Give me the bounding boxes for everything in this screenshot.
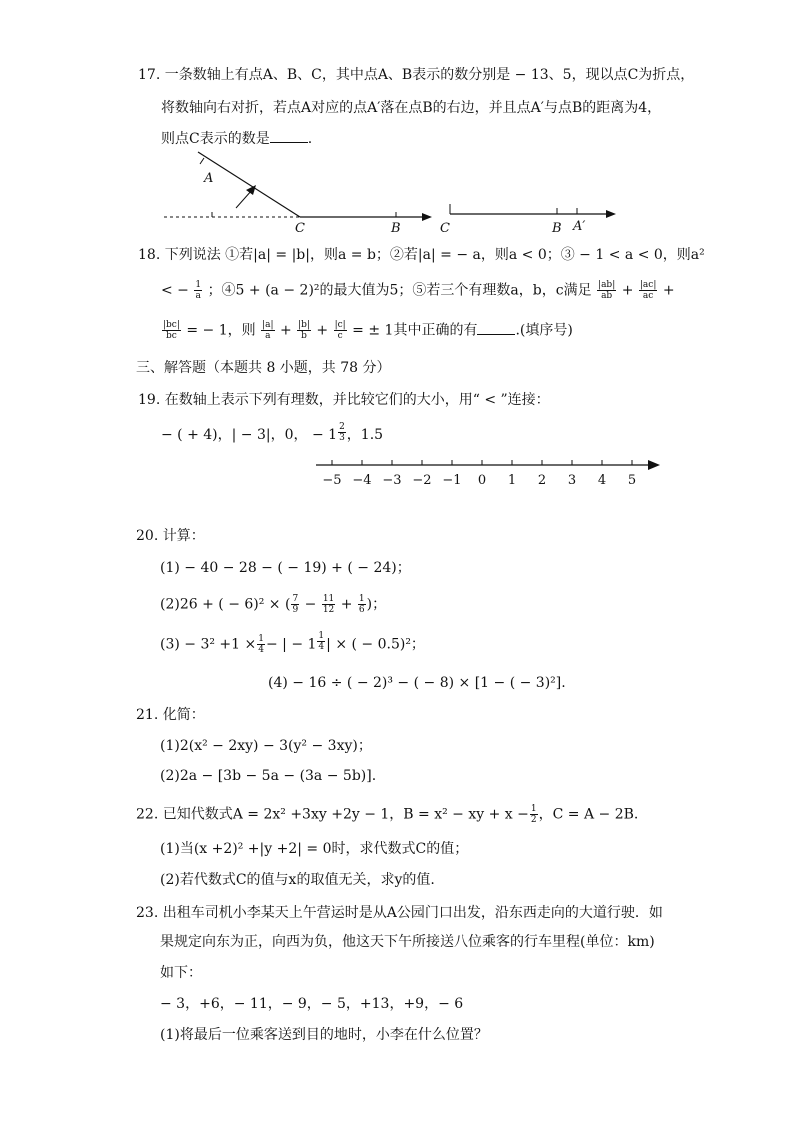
tick-label: −5 (322, 473, 342, 488)
answer-blank (477, 322, 515, 335)
q19-line2 (161, 421, 384, 444)
q19-line1: 19. 在数轴上表示下列有理数，并比较它们的大小，用“ < ”连接： (138, 392, 550, 408)
q19-numbers: − ( + 4)，| − 3|，0， − 1 (161, 427, 338, 443)
q22-part1: (1)当(x +2)² +|y +2| = 0时，求代数式C的值； (160, 841, 469, 857)
q20-part2-start: (2)26 + ( − 6)² × ( (160, 596, 291, 613)
q21-part2: (2)2a − [3b − 5a − (3a − 5b)]. (160, 768, 377, 784)
q20-title: 20. 计算： (136, 528, 205, 544)
q17-line3 (161, 130, 312, 148)
q18-line2-start: < − (161, 282, 189, 299)
tick-label: −3 (382, 473, 402, 488)
result-label-b: B (552, 221, 562, 236)
fraction-7-9: $\frac{7}{9}$ (292, 594, 299, 615)
tick-label: 0 (477, 473, 487, 488)
label-a: A (204, 171, 214, 186)
axis-arrowhead (648, 460, 660, 470)
tick-label: −2 (412, 473, 432, 488)
tick-label: 4 (597, 473, 607, 488)
tick-label: 2 (537, 473, 547, 488)
result-label-c: C (440, 221, 450, 236)
q20-part3-mid: − | − 1 (265, 636, 317, 653)
tick-label: 1 (507, 473, 517, 488)
section-heading: 三、解答题（本题共 8 小题，共 78 分） (136, 360, 391, 376)
q18-line1: 18. 下列说法 ①若|a| = |b|，则a = b；②若|a| = − a，则a < 0；③ − 1 < a < 0，则a² (138, 247, 705, 263)
fraction-c: $\frac{|c|}{c}$ (334, 320, 346, 341)
fraction-bc: $\frac{|bc|}{bc}$ (163, 320, 180, 341)
fraction-ac: $\frac{|ac|}{ac}$ (639, 280, 657, 301)
fraction-1-4: $\frac{1}{4}$ (258, 634, 264, 655)
fraction-a: $\frac{|a|}{a}$ (262, 320, 274, 341)
q23-line4: − 3，+6，− 11，− 9，− 5，+13，+9，− 6 (160, 996, 464, 1012)
fraction-1-6: $\frac{1}{6}$ (358, 594, 365, 615)
tick-label: 5 (627, 473, 637, 488)
fraction-2-3: $\frac{2}{3}$ (339, 421, 345, 443)
q20-part2-end: )； (366, 596, 387, 613)
q17-line3-text: 则点C表示的数是 (161, 131, 270, 147)
q18-line2-text: ；④5 + (a − 2)²的最大值为5；⑤若三个有理数a，b，c满足 (207, 282, 592, 299)
answer-blank (270, 130, 308, 143)
q23-line3: 如下： (160, 965, 202, 981)
q20-part3 (160, 631, 425, 655)
plus-sign: + (279, 322, 292, 339)
fold-arrow (236, 190, 252, 208)
arrowhead-right (422, 213, 432, 221)
q21-part1: (1)2(x² − 2xy) − 3(y² − 3xy)； (160, 738, 372, 754)
q22-line1-end: ，C = A − 2B. (538, 806, 639, 823)
tick-label: −4 (352, 473, 372, 488)
q22-line1-start: 22. 已知代数式A = 2x² +3xy +2y − 1，B = x² − xy + x − (136, 806, 529, 823)
q18-line3-text: = − 1，则 (186, 322, 256, 339)
fraction-11-12: $\frac{11}{12}$ (322, 594, 335, 615)
q21-title: 21. 化简： (136, 707, 205, 723)
q17-result-figure (440, 200, 630, 240)
q17-line2: 将数轴向右对折，若点A对应的点A′落在点B的右边，并且点A′与点B的距离为4， (161, 100, 662, 116)
fraction-ab: $\frac{|ab|}{ab}$ (598, 280, 616, 301)
fold-arrow-head (246, 185, 256, 195)
plus-sign: + (621, 282, 634, 299)
plus-sign: + (336, 596, 357, 613)
q23-line2: 果规定向东为正，向西为负，他这天下午所接送八位乘客的行车里程(单位：km) (160, 934, 655, 950)
q22-part2: (2)若代数式C的值与x的取值无关，求y的值. (160, 872, 435, 888)
point-a-tick (200, 158, 204, 164)
q18-line3-end: .(填序号) (515, 322, 573, 339)
minus-sign: − (300, 596, 321, 613)
q19-number-line (310, 455, 670, 490)
q19-numbers-end: ，1.5 (346, 427, 384, 443)
q18-line3 (161, 320, 573, 341)
q20-part4: (4) − 16 ÷ ( − 2)³ − ( − 8) × [1 − ( − 3)²]. (268, 675, 566, 691)
q23-part1: (1)将最后一位乘客送到目的地时，小李在什么位置？ (160, 1027, 488, 1043)
q17-line1: 17. 一条数轴上有点A、B、C，其中点A、B表示的数分别是 − 13、5，现以点C为折点， (138, 67, 695, 83)
q20-part3-start: (3) − 3² +1 × (160, 636, 257, 653)
tick-label: 3 (567, 473, 577, 488)
tick-label: −1 (442, 473, 462, 488)
plus-sign: + (316, 322, 329, 339)
result-label-a2: A′ (573, 219, 586, 234)
q20-part1: (1) − 40 − 28 − ( − 19) + ( − 24)； (160, 560, 411, 576)
q18-line2 (161, 280, 675, 301)
q20-part2 (160, 594, 386, 615)
q20-part3-end: | × ( − 0.5)²； (326, 636, 425, 653)
fraction-b: $\frac{|b|}{b}$ (298, 320, 310, 341)
q22-line1 (136, 804, 638, 825)
q23-line1: 23. 出租车司机小李某天上午营运时是从A公园门口出发，沿东西走向的大道行驶．如 (136, 905, 663, 921)
q17-fold-figure (160, 150, 450, 240)
fraction-1-2: $\frac{1}{2}$ (530, 804, 537, 825)
q18-line3-text2: = ± 1其中正确的有 (352, 322, 478, 339)
label-b: B (391, 221, 401, 236)
label-c: C (295, 221, 305, 236)
result-arrowhead (606, 210, 616, 218)
fraction-1-over-a: $\frac{1}{a}$ (195, 280, 202, 301)
q17-line3-end: . (307, 131, 313, 147)
fraction-1-4-mixed: $\frac{1}{4}$ (318, 631, 325, 652)
plus-sign: + (662, 282, 675, 299)
